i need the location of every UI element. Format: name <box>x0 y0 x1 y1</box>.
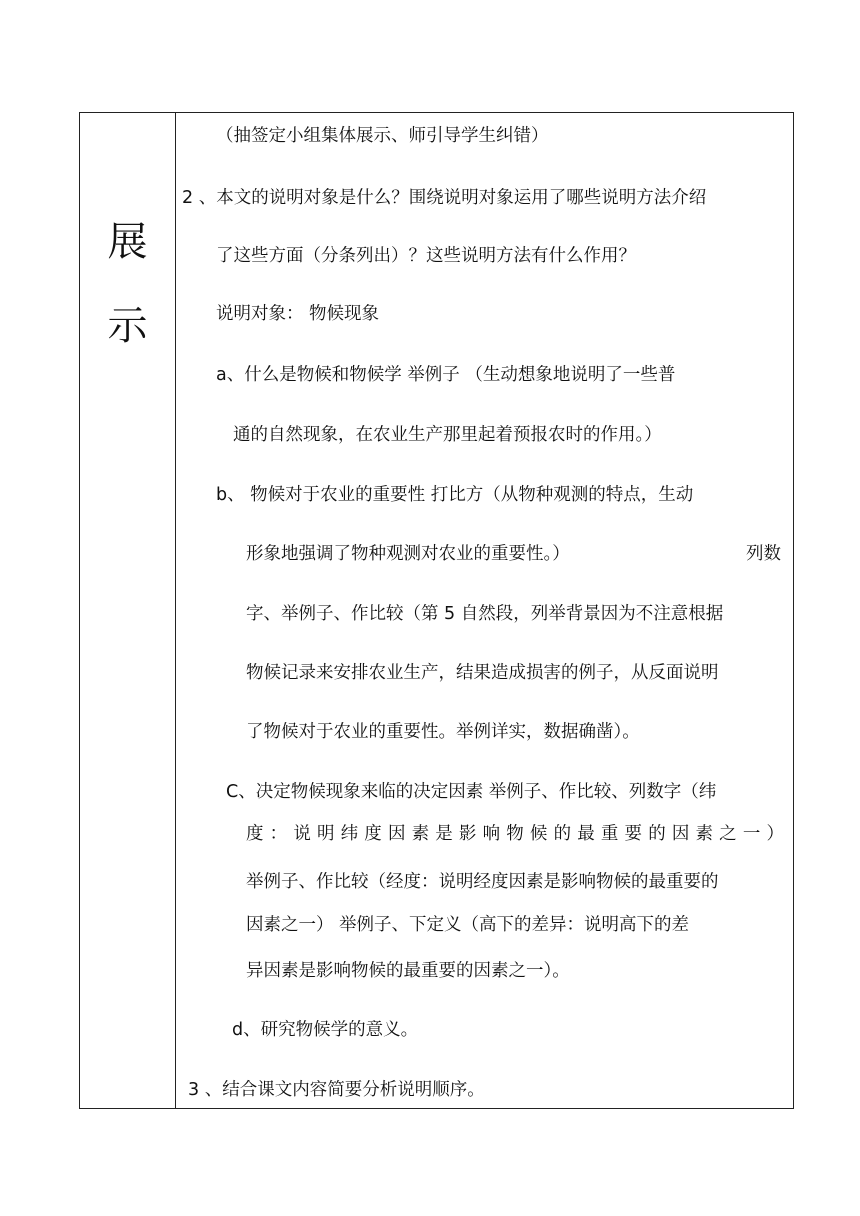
text-line-17: d、研究物候学的意义。 <box>232 1020 419 1040</box>
text-line-1: （抽签定小组集体展示、师引导学生纠错） <box>216 126 549 146</box>
text-line-12: C、决定物候现象来临的决定因素 举例子、作比较、列数字（纬 <box>226 782 717 802</box>
text-line-9: 字、举例子、作比较（第 5 自然段，列举背景因为不注意根据 <box>246 604 724 624</box>
text-line-2: 2 、本文的说明对象是什么？围绕说明对象运用了哪些说明方法介绍 <box>182 188 707 208</box>
section-label-char-1: 展 <box>107 219 148 265</box>
text-line-18: 3 、结合课文内容简要分析说明顺序。 <box>188 1080 485 1100</box>
text-line-11: 了物候对于农业的重要性。举例详实，数据确凿）。 <box>246 722 640 742</box>
text-line-3: 了这些方面（分条列出）？这些说明方法有什么作用？ <box>216 246 636 266</box>
section-label-char-2: 示 <box>107 303 148 349</box>
column-divider <box>175 112 176 1109</box>
text-line-10: 物候记录来安排农业生产，结果造成损害的例子，从反面说明 <box>246 663 719 683</box>
text-line-8b: 列数 <box>746 544 781 564</box>
text-line-13: 度：说明纬度因素是影响物候的最重要的因素之一） <box>246 824 784 844</box>
text-line-16: 异因素是影响物候的最重要的因素之一）。 <box>246 961 570 981</box>
text-line-8a: 形象地强调了物种观测对农业的重要性。） <box>246 544 570 564</box>
text-line-4: 说明对象： 物候现象 <box>216 304 380 324</box>
text-line-15: 因素之一） 举例子、下定义（高下的差异：说明高下的差 <box>246 915 690 935</box>
text-line-5: a、什么是物候和物候学 举例子 （生动想象地说明了一些普 <box>216 365 676 385</box>
text-line-7: b、 物候对于农业的重要性 打比方（从物种观测的特点，生动 <box>216 485 694 505</box>
section-label <box>80 200 175 368</box>
text-line-6: 通的自然现象，在农业生产那里起着预报农时的作用。） <box>233 425 662 445</box>
text-line-14: 举例子、作比较（经度：说明经度因素是影响物候的最重要的 <box>246 872 719 892</box>
